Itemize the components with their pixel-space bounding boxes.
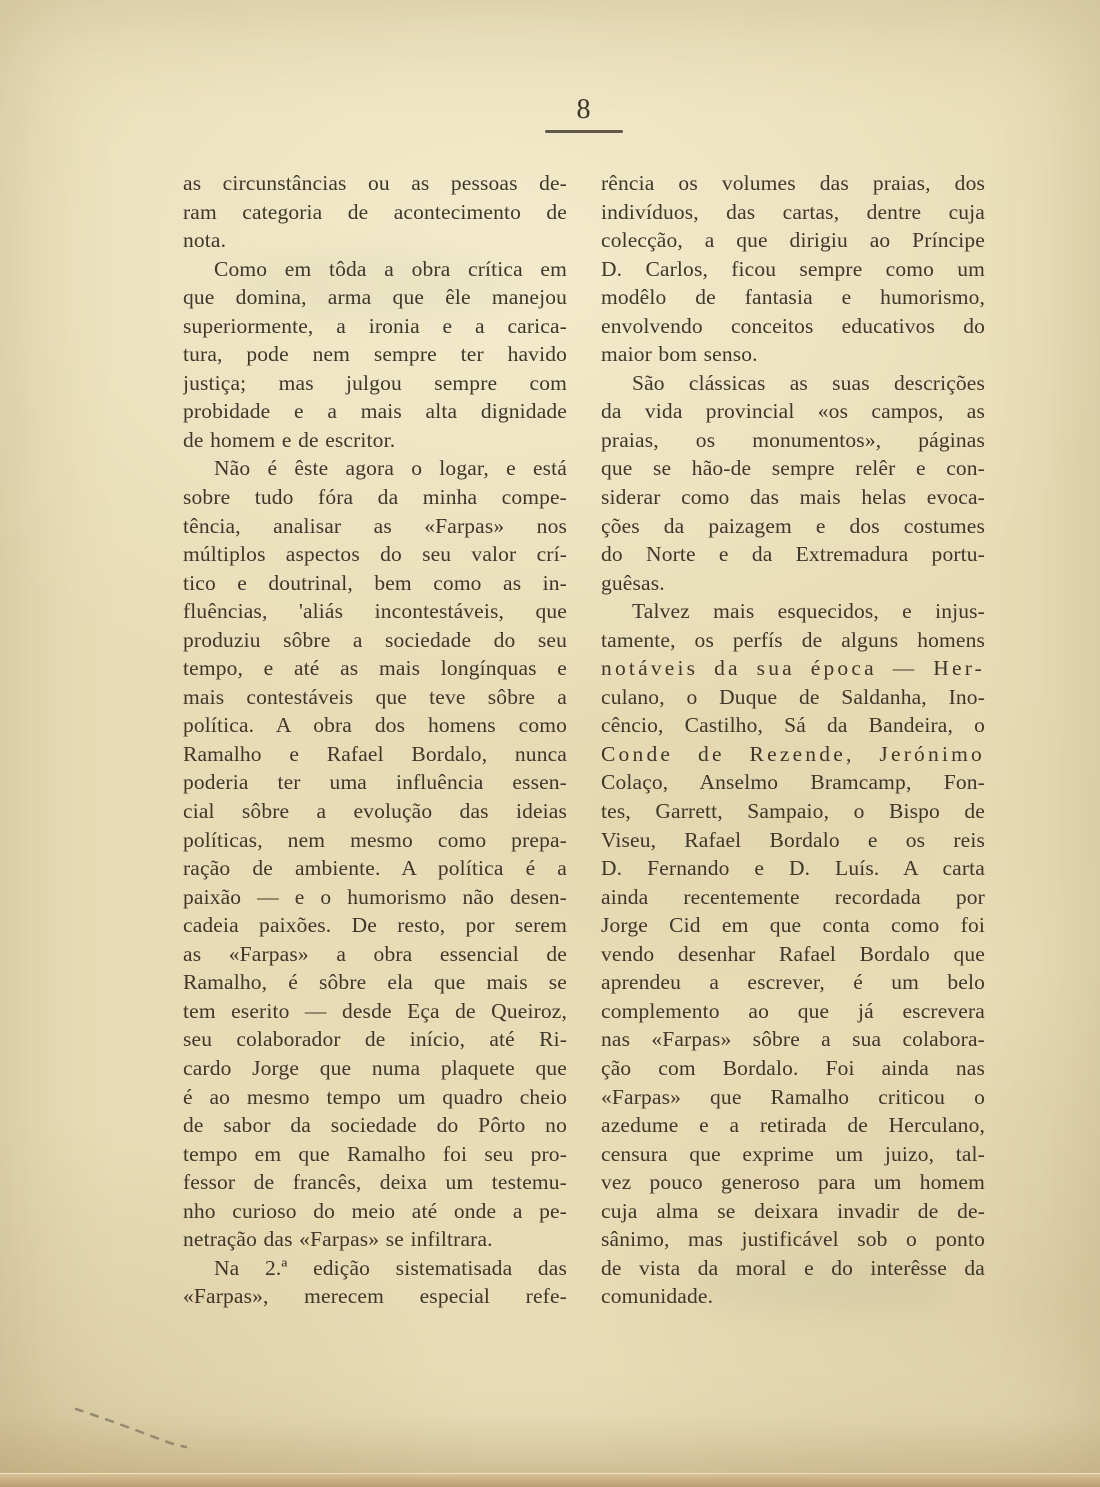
text-line: nho curioso do meio até onde a pe- [183,1198,567,1223]
text-line: produziu sôbre a sociedade do seu [183,627,567,652]
text-line: São clássicas as suas descrições [632,370,985,395]
text-line: tamente, os perfís de alguns homens [601,627,985,652]
text-line: políticas, nem mesmo como prepa- [183,827,567,852]
text-line: rência os volumes das praias, dos [601,171,985,195]
text-line: tes, Garrett, Sampaio, o Bispo de [601,799,985,824]
text-line: tempo, e até as mais longínquas e [183,656,567,681]
text-line: envolvendo conceitos educativos do [601,313,985,338]
text-line: nota. [183,228,227,253]
text-line: ração de ambiente. A política é a [183,856,567,881]
text-line: praias, os monumentos», páginas [601,427,985,452]
text-line: «Farpas» que Ramalho criticou o [601,1084,985,1109]
text-line: ram categoria de acontecimento de [183,199,567,224]
page-number: 8 [576,94,592,125]
text-line: vendo desenhar Rafael Bordalo que [601,941,985,966]
text-line: culano, o Duque de Saldanha, Ino- [601,684,985,709]
text-line: cardo Jorge que numa plaquete que [183,1055,567,1080]
text-line: comunidade. [601,1284,714,1309]
text-line: da vida provincial «os campos, as [601,399,985,424]
text-line: de vista da moral e do interêsse da [601,1255,985,1280]
text-line: D. Carlos, ficou sempre como um [601,256,985,281]
text-line: guêsas. [601,570,665,595]
text-line: tem eserito — desde Eça de Queiroz, [183,998,567,1023]
text-line: paixão — e o humorismo não desen- [183,884,567,909]
text-line: vez pouco generoso para um homem [601,1170,985,1195]
text-line: ainda recentemente recordada por [601,884,985,909]
text-line: fessor de francês, deixa um testemu- [183,1170,567,1195]
text-line: do Norte e da Extremadura portu- [601,542,985,567]
text-line: notáveis da sua época — Her- [601,656,985,681]
text-line: D. Fernando e D. Luís. A carta [601,856,985,881]
text-line: Ramalho e Rafael Bordalo, nunca [183,741,567,766]
text-line: «Farpas», merecem especial refe- [183,1284,567,1309]
text-line: que se hão-de sempre relêr e con- [601,456,985,481]
text-line: probidade e a mais alta dignidade [183,399,567,424]
text-line: poderia ter uma influência essen- [183,770,567,795]
text-line: é ao mesmo tempo um quadro cheio [183,1084,567,1109]
text-line: cuja alma se deixara invadir de de- [601,1198,985,1223]
page-number-rule [545,130,623,133]
text-line: Ramalho, é sôbre ela que mais se [183,970,567,995]
text-line: complemento ao que já escrevera [601,998,985,1023]
text-line: nas «Farpas» sôbre a sua colabora- [601,1027,985,1052]
text-line: ções da paizagem e dos costumes [601,513,985,538]
text-line: Conde de Rezende, Jerónimo [601,741,985,766]
text-line: tico e doutrinal, bem como as in- [183,570,567,595]
text-line: as circunstâncias ou as pessoas de- [183,171,567,195]
text-line: indivíduos, das cartas, dentre cuja [601,199,985,224]
text-line: sobre tudo fóra da minha compe- [183,485,567,510]
text-line: azedume e a retirada de Herculano, [601,1113,985,1138]
text-line: que domina, arma que êle manejou [183,285,567,310]
text-line: de homem e de escritor. [183,427,396,452]
text-line: superiormente, a ironia e a carica- [183,313,567,338]
page-bottom-edge [0,1473,1100,1487]
text-line: Jorge Cid em que conta como foi [601,913,985,938]
text-line: política. A obra dos homens como [183,713,567,738]
text-line: Viseu, Rafael Bordalo e os reis [601,827,985,852]
text-line: Como em tôda a obra crítica em [214,256,567,281]
text-line: Não é êste agora o logar, e está [214,456,567,481]
text-line: netração das «Farpas» se infiltrara. [183,1227,493,1252]
text-line: censura que exprime um juizo, tal- [601,1141,985,1166]
text-line: colecção, a que dirigiu ao Príncipe [601,228,985,253]
text-line: aprendeu a escrever, é um belo [601,970,985,995]
text-line: múltiplos aspectos do seu valor crí- [183,542,567,567]
text-column-left [183,169,567,1311]
text-line: modêlo de fantasia e humorismo, [601,285,985,310]
text-line: as «Farpas» a obra essencial de [183,941,567,966]
text-line: tempo em que Ramalho foi seu pro- [183,1141,567,1166]
text-column-right [601,169,985,1311]
text-line: cêncio, Castilho, Sá da Bandeira, o [601,713,985,738]
text-line: ção com Bordalo. Foi ainda nas [601,1055,985,1080]
text-line: Talvez mais esquecidos, e injus- [632,599,985,624]
text-line: siderar como das mais helas evoca- [601,485,985,510]
text-line: Colaço, Anselmo Bramcamp, Fon- [601,770,985,795]
text-line: justiça; mas julgou sempre com [183,370,567,395]
pencil-mark [66,1393,196,1455]
text-line: tência, analisar as «Farpas» nos [183,513,567,538]
text-line: cial sôbre a evolução das ideias [183,799,567,824]
text-line: de sabor da sociedade do Pôrto no [183,1113,567,1138]
text-line: tura, pode nem sempre ter havido [183,342,567,367]
page-header [545,93,623,133]
text-line: sânimo, mas justificável sob o ponto [601,1227,985,1252]
text-line: mais contestáveis que teve sôbre a [183,684,567,709]
text-line: seu colaborador de início, até Ri- [183,1027,567,1052]
text-line: Na 2.ª edição sistematisada das [214,1255,567,1280]
text-line: cadeia paixões. De resto, por serem [183,913,567,938]
text-line: maior bom senso. [601,342,758,367]
text-line: fluências, 'aliás incontestáveis, que [183,599,567,624]
